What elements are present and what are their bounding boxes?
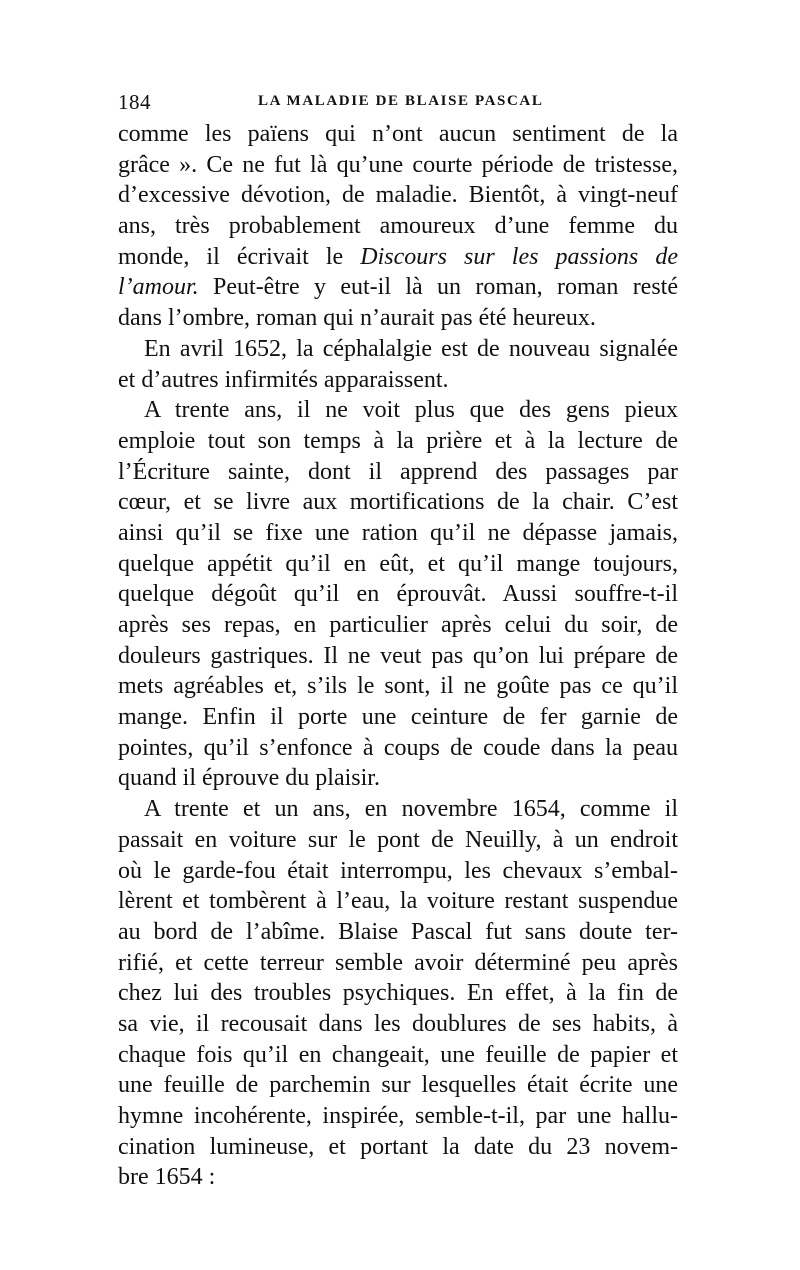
- line-text: quelque dégoût qu’il en éprouvât. Aussi souffre-t-il: [118, 581, 678, 608]
- line-text: l’Écriture sainte, dont il apprend des passages par: [118, 458, 678, 485]
- line-text: une feuille de parchemin sur lesquelles était écrite une: [118, 1072, 678, 1099]
- text-line: [118, 794, 678, 825]
- text-line: [118, 1040, 678, 1071]
- text-line: [118, 426, 678, 457]
- line-text: sa vie, il recousait dans les doublures de ses habits, à: [118, 1010, 678, 1037]
- line-text: grâce ». Ce ne fut là qu’une courte période de tristesse,: [118, 151, 678, 178]
- text-line: [118, 1009, 678, 1040]
- paragraph: [118, 794, 678, 1193]
- text-line: [118, 242, 678, 273]
- line-text: A trente et un ans, en novembre 1654, comme il: [144, 796, 678, 823]
- text-line: [118, 518, 678, 549]
- line-text: Peut-être y eut-il là un roman, roman resté: [198, 274, 678, 301]
- line-text: rifié, et cette terreur semble avoir déterminé peu après: [118, 949, 678, 976]
- text-line: [118, 334, 678, 365]
- running-title: LA MALADIE DE BLAISE PASCAL: [258, 93, 544, 109]
- text-line: [118, 395, 678, 426]
- line-text: mets agréables et, s’ils le sont, il ne goûte pas ce qu’il: [118, 673, 678, 700]
- text-line: [118, 579, 678, 610]
- line-text: après ses repas, en particulier après celui du soir, de: [118, 612, 678, 638]
- text-line: [118, 457, 678, 488]
- line-text: pointes, qu’il s’enfonce à coups de coude dans la peau: [118, 734, 678, 761]
- text-line: [118, 733, 678, 764]
- text-line: [118, 1101, 678, 1132]
- line-text: chez lui des troubles psychiques. En effet, à la fin de: [118, 980, 678, 1007]
- line-text: comme les païens qui n’ont aucun sentiment de la: [118, 121, 678, 147]
- text-line: [118, 365, 678, 396]
- text-line: [118, 671, 678, 702]
- text-line: [118, 641, 678, 672]
- text-line: [118, 948, 678, 979]
- text-line: [118, 549, 678, 580]
- line-text: ans, très probablement amoureux d’une femme du: [118, 213, 678, 240]
- text-line: [118, 610, 678, 641]
- paragraph: [118, 119, 678, 334]
- line-text: cination lumineuse, et portant la date du 23 novem-: [118, 1133, 678, 1160]
- line-text: d’excessive dévotion, de maladie. Bientôt, à vingt-neuf: [118, 182, 678, 209]
- line-text: au bord de l’abîme. Blaise Pascal fut sans doute ter-: [118, 918, 678, 945]
- text-line: [118, 303, 678, 334]
- line-text: dans l’ombre, roman qui n’aurait pas été heureux.: [118, 305, 596, 332]
- line-text: mange. Enfin il porte une ceinture de fer garnie de: [118, 704, 678, 731]
- text-line: [118, 825, 678, 856]
- line-text: ainsi qu’il se fixe une ration qu’il ne dépasse jamais,: [118, 519, 678, 546]
- text-line: [118, 1162, 678, 1193]
- running-head: [118, 90, 678, 114]
- line-text: quelque appétit qu’il en eût, et qu’il mange toujours,: [118, 550, 678, 577]
- text-line: [118, 119, 678, 150]
- line-text: douleurs gastriques. Il ne veut pas qu’on lui prépare de: [118, 642, 678, 669]
- italic-text: l’amour.: [118, 274, 199, 301]
- text-line: [118, 856, 678, 887]
- text-line: [118, 150, 678, 181]
- line-text: et d’autres infirmités apparaissent.: [118, 366, 449, 393]
- line-text: bre 1654 :: [118, 1164, 216, 1191]
- text-line: [118, 978, 678, 1009]
- text-line: [118, 180, 678, 211]
- line-text: où le garde-fou était interrompu, les chevaux s’embal-: [118, 857, 678, 884]
- paragraph: [118, 395, 678, 794]
- text-line: [118, 1132, 678, 1163]
- line-text: hymne incohérente, inspirée, semble-t-il, par une hallu-: [118, 1103, 678, 1129]
- body-text: [118, 119, 678, 1193]
- text-line: [118, 211, 678, 242]
- line-text: chaque fois qu’il en changeait, une feuille de papier et: [118, 1041, 678, 1068]
- text-line: [118, 917, 678, 948]
- text-line: [118, 886, 678, 917]
- line-text: quand il éprouve du plaisir.: [118, 765, 380, 792]
- text-line: [118, 763, 678, 794]
- page-number: 184: [118, 90, 151, 114]
- italic-text: Discours sur les passions de: [360, 243, 678, 270]
- text-line: [118, 702, 678, 733]
- text-line: [118, 487, 678, 518]
- line-text: cœur, et se livre aux mortifications de la chair. C’est: [118, 489, 678, 516]
- text-line: [118, 1070, 678, 1101]
- paragraph: [118, 334, 678, 395]
- line-text: emploie tout son temps à la prière et à la lecture de: [118, 427, 678, 454]
- line-text: passait en voiture sur le pont de Neuilly, à un endroit: [118, 826, 678, 853]
- line-text: A trente ans, il ne voit plus que des gens pieux: [144, 397, 678, 424]
- line-text: En avril 1652, la céphalalgie est de nouveau signalée: [144, 335, 678, 362]
- line-text: lèrent et tombèrent à l’eau, la voiture restant suspendue: [118, 888, 678, 915]
- line-text: monde, il écrivait le: [118, 243, 361, 270]
- text-line: [118, 272, 678, 303]
